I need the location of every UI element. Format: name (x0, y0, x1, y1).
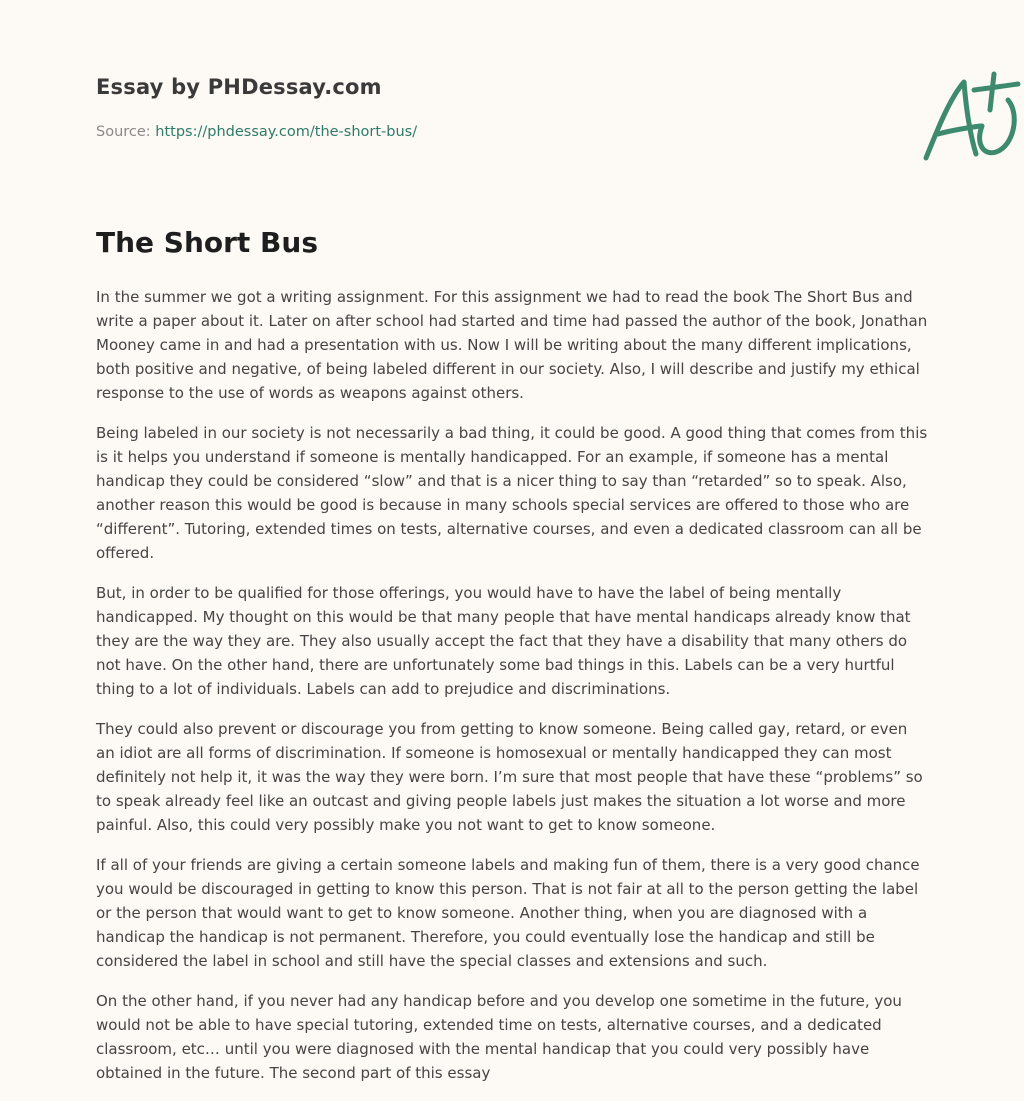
essay-paragraph: Being labeled in our society is not necessarily a bad thing, it could be good. A good thing that comes from this is it helps you understand if someone is mentally handicapped. For an example, if someone has a mental handicap they could be considered “slow” and that is a nicer thing to say than “retarded” so to speak. Also, another reason this would be good is because in many schools special services are offered to those who are “different”. Tutoring, extended times on tests, alternative courses, and even a dedicated classroom can all be offered. (96, 424, 928, 562)
source-label: Source: (96, 124, 151, 140)
essay-paragraph: They could also prevent or discourage you from getting to know someone. Being called gay, retard, or even an idiot are all forms of discrimination. If someone is homosexual or mentally handicapped they can most definitely not help it, it was the way they were born. I’m sure that most people that have these “problems” so to speak already feel like an outcast and giving people labels just makes the situation a lot worse and more painful. Also, this could very possibly make you not want to get to know someone. (96, 720, 923, 834)
source-line (96, 124, 417, 140)
essay-title: The Short Bus (96, 226, 318, 259)
essay-paragraph: But, in order to be qualified for those offerings, you would have to have the label of being mentally handicapped. My thought on this would be that many people that have mental handicaps already know that they are the way they are. They also usually accept the fact that they have a disability that many others do not have. On the other hand, there are unfortunately some bad things in this. Labels can be a very hurtful thing to a lot of individuals. Labels can add to prejudice and discriminations. (96, 584, 911, 698)
source-link[interactable]: https://phdessay.com/the-short-bus/ (155, 124, 418, 140)
a-plus-grade-icon (916, 68, 1024, 164)
essay-paragraph: In the summer we got a writing assignment. For this assignment we had to read the book The Short Bus and write a paper about it. Later on after school had started and time had passed the author of the book, Jonathan Mooney came in and had a presentation with us. Now I will be writing about the many different implications, both positive and negative, of being labeled different in our society. Also, I will describe and justify my ethical response to the use of words as weapons against others. (96, 288, 928, 402)
essay-paragraph: If all of your friends are giving a certain someone labels and making fun of them, there is a very good chance you would be discouraged in getting to know this person. That is not fair at all to the person getting the label or the person that would want to get to know someone. Another thing, when you are diagnosed with a handicap the handicap is not permanent. Therefore, you could eventually lose the handicap and still be considered the label in school and still have the special classes and extensions and such. (96, 856, 920, 970)
site-title: Essay by PHDessay.com (96, 75, 382, 99)
essay-body (96, 285, 928, 1101)
essay-paragraph: On the other hand, if you never had any handicap before and you develop one sometime in the future, you would not be able to have special tutoring, extended time on tests, alternative courses, and a dedicated classroom, etc… until you were diagnosed with the mental handicap that you could very possibly have obtained in the future. The second part of this essay (96, 992, 902, 1082)
